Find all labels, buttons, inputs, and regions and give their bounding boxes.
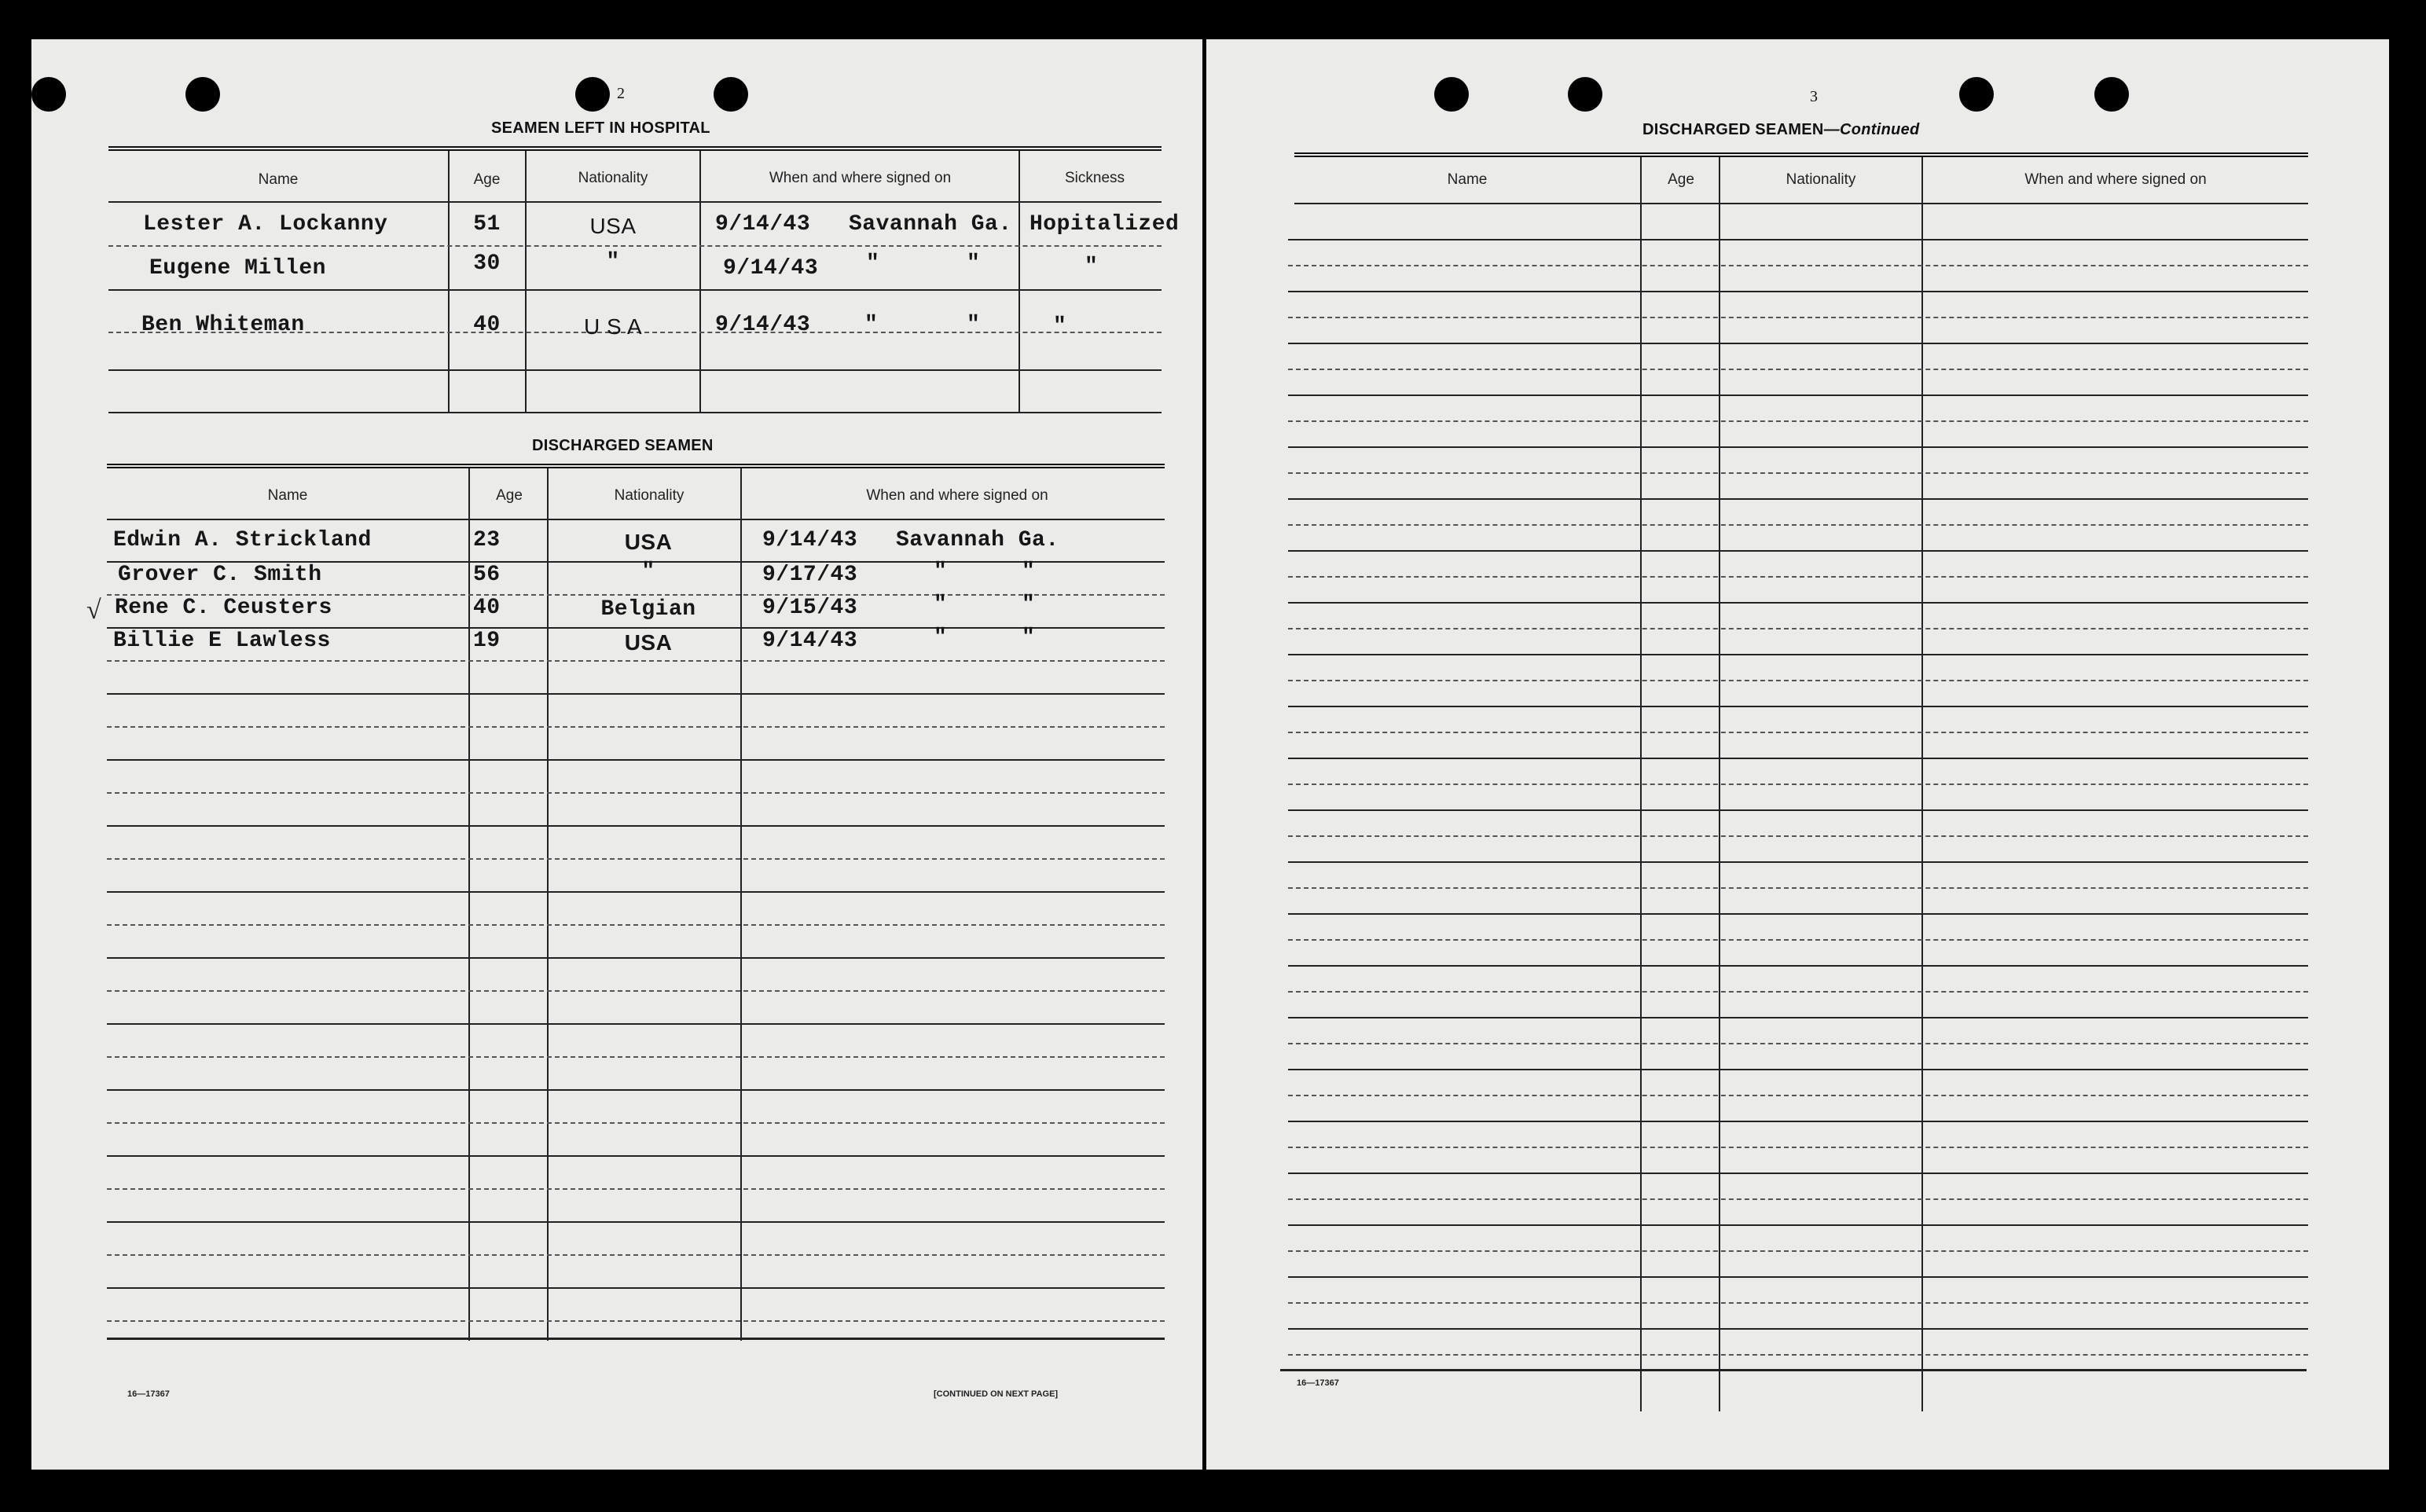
row-rule [107,1188,1165,1190]
cell-sickness: " [1053,314,1067,339]
table-top-rule [1294,152,2308,157]
row-rule [1288,524,2308,526]
page-number: 2 [617,85,625,102]
row-rule [107,891,1165,893]
row-rule [1288,991,2308,993]
row-rule [107,1155,1165,1157]
cell-age: 51 [473,212,501,237]
cell-place: Savannah Ga. [849,212,1012,237]
cell-date: 9/14/43 [762,629,858,653]
row-rule [1288,1173,2308,1174]
row-rule [107,858,1165,860]
row-rule [1288,887,2308,889]
row-rule [1288,732,2308,733]
row-rule [107,1320,1165,1322]
column-divider [525,151,527,413]
discharged-section-title: DISCHARGED SEAMEN [532,437,714,454]
row-rule [1288,1147,2308,1148]
punch-hole [31,77,66,112]
col-head-age: Age [496,487,523,504]
row-rule [1288,602,2308,604]
row-rule [107,693,1165,695]
row-rule [1288,1354,2308,1356]
row-rule [107,924,1165,926]
cell-place: " [934,593,948,617]
form-code: 16—17367 [1297,1378,1339,1388]
cell-name: Ben Whiteman [141,313,305,337]
row-rule [1288,317,2308,318]
punch-hole [1434,77,1469,112]
row-rule [1288,1069,2308,1070]
punch-hole [575,77,610,112]
row-rule [1288,550,2308,552]
check-mark: √ [86,596,101,625]
row-rule [108,289,1162,291]
row-rule [1288,472,2308,474]
cell-nationality: Belgian [600,597,696,622]
cell-nationality: USA [589,214,637,238]
cell-place: " [934,626,948,650]
form-code: 16—17367 [127,1389,170,1399]
header-rule [107,519,1165,520]
cell-name: Grover C. Smith [118,563,322,587]
row-rule [1288,1121,2308,1122]
cell-date: 9/14/43 [715,212,811,237]
row-rule [1288,1302,2308,1304]
cell-date: 9/17/43 [762,563,858,587]
row-rule [1288,654,2308,655]
cell-date: 9/14/43 [715,313,811,337]
cell-nationality: USA [624,530,673,554]
col-head-age: Age [1668,171,1694,188]
column-divider [1018,151,1020,413]
row-rule [1288,1250,2308,1252]
row-rule [1288,498,2308,500]
row-rule [107,792,1165,794]
row-rule [1288,369,2308,370]
table-bottom-rule [1280,1369,2307,1371]
row-rule [1288,446,2308,448]
row-rule [1288,1224,2308,1226]
row-rule [1288,939,2308,941]
col-head-name: Name [1447,171,1488,188]
row-rule [1288,343,2308,344]
col-head-nationality: Nationality [1786,171,1856,188]
cell-name: Lester A. Lockanny [143,212,388,237]
cell-date: 9/15/43 [762,596,858,620]
row-rule [1288,420,2308,422]
cell-date: 9/14/43 [723,256,819,281]
row-rule [1288,239,2308,240]
punch-hole [2094,77,2129,112]
punch-hole [714,77,748,112]
cell-name: Eugene Millen [149,256,326,281]
row-rule [1288,706,2308,707]
right-page [1206,39,2389,1470]
cell-place: " [864,313,879,337]
cell-age: 40 [473,313,501,337]
row-rule [107,1089,1165,1091]
row-rule [1288,628,2308,629]
row-rule [107,1023,1165,1025]
row-rule [1288,265,2308,266]
column-divider [468,468,470,1341]
cell-nationality: USA [624,630,673,655]
table-top-rule [108,146,1162,151]
discharged-continued-title: DISCHARGED SEAMEN—Continued [1642,121,1920,138]
row-rule [1288,965,2308,967]
column-divider [448,151,450,413]
column-divider [547,468,549,1341]
col-head-name: Name [258,171,299,188]
row-rule [107,825,1165,827]
cell-place: " [1022,593,1036,617]
cell-nationality: U S A [583,314,643,339]
row-rule [107,1122,1165,1124]
cell-name: Billie E Lawless [113,629,331,653]
col-head-signed-on: When and where signed on [769,170,952,186]
header-rule [1294,203,2308,204]
cell-age: 23 [473,528,501,552]
continued-note: [CONTINUED ON NEXT PAGE] [934,1389,1059,1399]
row-rule [1288,1095,2308,1096]
table-top-rule [107,464,1165,468]
row-rule [107,1221,1165,1223]
row-rule [1288,913,2308,915]
row-rule [1288,1198,2308,1200]
punch-hole [1568,77,1602,112]
cell-name: Rene C. Ceusters [115,596,332,620]
cell-age: 19 [473,629,501,653]
cell-nationality: " [641,560,655,584]
punch-hole [1959,77,1994,112]
row-rule [108,369,1162,371]
cell-place: " [1022,560,1036,584]
cell-name: Edwin A. Strickland [113,528,372,552]
row-rule [1288,291,2308,292]
row-rule [107,1254,1165,1256]
cell-age: 40 [473,596,501,620]
cell-sickness: " [1085,255,1099,279]
row-rule [107,1287,1165,1289]
row-rule [107,660,1165,662]
row-rule [1288,758,2308,759]
row-rule [1288,1043,2308,1044]
left-page [31,39,1202,1470]
page-number: 3 [1810,88,1818,105]
row-rule [1288,1276,2308,1278]
punch-hole [185,77,220,112]
cell-place: " [967,313,981,337]
cell-place: " [1022,626,1036,650]
col-head-age: Age [473,171,501,188]
cell-sickness: Hopitalized [1029,212,1180,237]
row-rule [107,1056,1165,1058]
row-rule [1288,861,2308,863]
cell-place: Savannah Ga. [896,528,1059,552]
cell-age: 30 [473,251,501,276]
cell-age: 56 [473,563,501,587]
row-rule [1288,680,2308,681]
row-rule [1288,1328,2308,1330]
col-head-signed-on: When and where signed on [866,487,1048,504]
cell-nationality: " [606,250,620,274]
table-bottom-rule [108,412,1162,413]
header-rule [108,201,1162,203]
row-rule [107,990,1165,992]
column-divider [699,151,701,413]
row-rule [1288,1017,2308,1018]
col-head-nationality: Nationality [614,487,684,504]
row-rule [1288,809,2308,811]
hospital-section-title: SEAMEN LEFT IN HOSPITAL [491,119,710,137]
row-rule [1288,784,2308,785]
row-rule [1288,576,2308,578]
cell-place: " [967,251,981,276]
col-head-name: Name [267,487,308,504]
row-rule [107,957,1165,959]
col-head-nationality: Nationality [578,170,648,186]
cell-date: 9/14/43 [762,528,858,552]
row-rule [107,726,1165,728]
row-rule [1288,835,2308,837]
col-head-signed-on: When and where signed on [2024,171,2207,188]
cell-place: " [866,251,880,276]
col-head-sickness: Sickness [1064,170,1125,186]
row-rule [1288,395,2308,396]
row-rule [108,245,1162,247]
table-bottom-rule [107,1338,1165,1340]
row-rule [107,759,1165,761]
cell-place: " [934,560,948,584]
